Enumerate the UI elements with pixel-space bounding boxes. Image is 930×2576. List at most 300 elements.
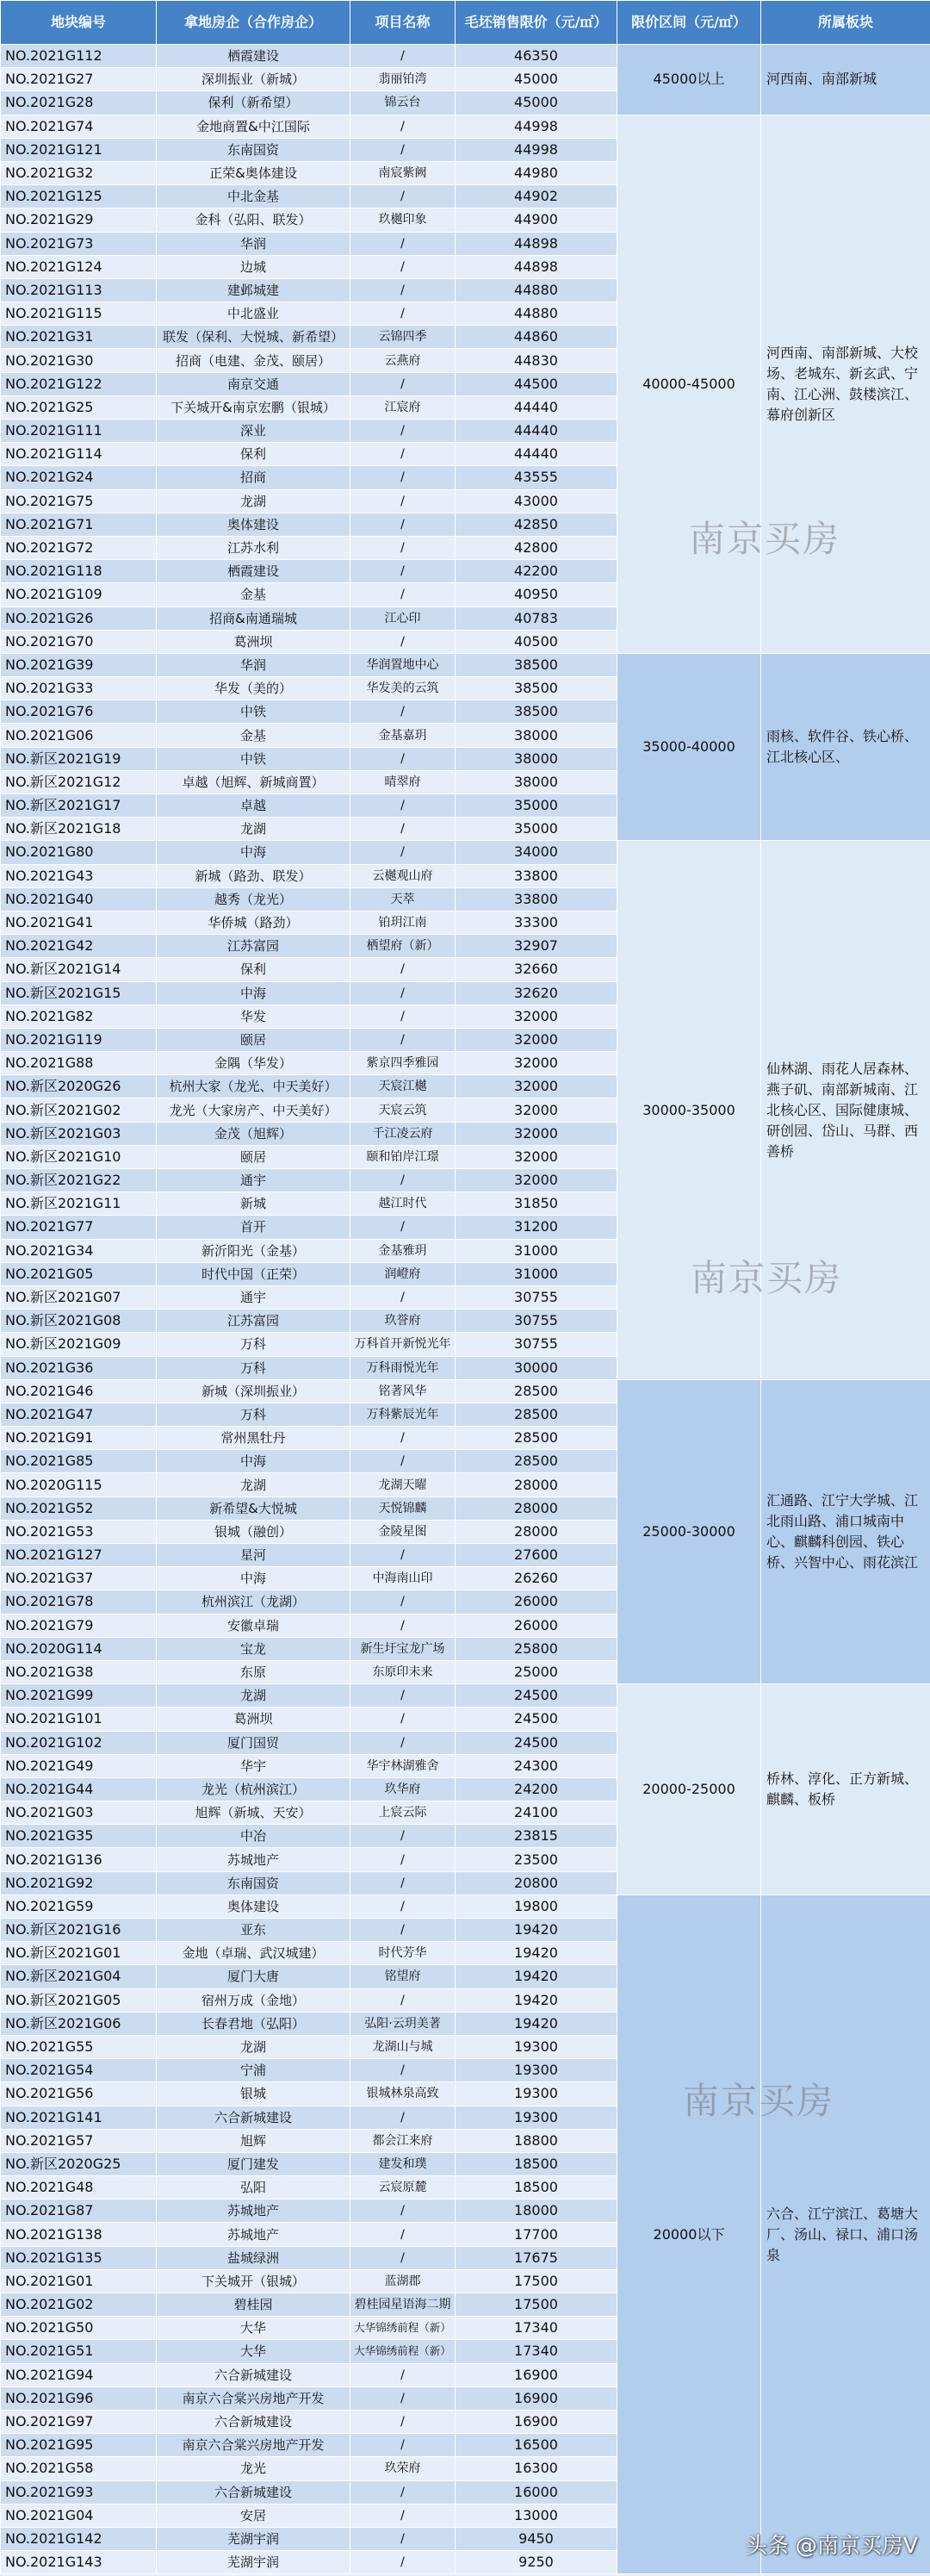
price-limit-cell: 44500: [456, 372, 617, 395]
parcel-id-cell: NO.2021G34: [1, 1239, 157, 1262]
price-limit-cell: 18500: [456, 2176, 617, 2200]
project-name-cell: 东原印未来: [350, 1660, 456, 1683]
project-name-cell: 天宸云筑: [350, 1098, 456, 1122]
developer-cell: 杭州滨江（龙湖）: [157, 1590, 350, 1614]
project-name-cell: /: [350, 1684, 456, 1708]
developer-cell: 金地商置&中江国际: [157, 115, 350, 138]
developer-cell: 金地（卓瑞、武汉城建）: [157, 1942, 350, 1965]
price-limit-cell: 16300: [456, 2457, 617, 2480]
developer-cell: 通宇: [157, 1285, 350, 1309]
price-limit-cell: 30000: [456, 1356, 617, 1379]
project-name-cell: 万科紫辰光年: [350, 1403, 456, 1426]
district-cell: 河西南、南部新城: [761, 45, 930, 115]
price-limit-cell: 32000: [456, 1169, 617, 1192]
project-name-cell: /: [350, 2363, 456, 2386]
project-name-cell: 蓝湖郡: [350, 2269, 456, 2293]
parcel-id-cell: NO.2021G141: [1, 2106, 157, 2129]
developer-cell: 中北金基: [157, 185, 350, 208]
project-name-cell: /: [350, 420, 456, 443]
price-limit-cell: 17340: [456, 2340, 617, 2363]
developer-cell: 苏城地产: [157, 2200, 350, 2223]
price-limit-cell: 19420: [456, 1988, 617, 2012]
project-name-cell: /: [350, 1731, 456, 1754]
developer-cell: 奥体建设: [157, 1895, 350, 1918]
price-limit-cell: 31850: [456, 1192, 617, 1216]
parcel-id-cell: NO.2021G77: [1, 1216, 157, 1239]
price-limit-cell: 38500: [456, 653, 617, 676]
project-name-cell: /: [350, 443, 456, 466]
project-name-cell: 千江凌云府: [350, 1122, 456, 1145]
developer-cell: 六合新城建设: [157, 2410, 350, 2433]
project-name-cell: 金陵星图: [350, 1520, 456, 1543]
developer-cell: 葛洲坝: [157, 1708, 350, 1731]
project-name-cell: 弘阳·云玥美著: [350, 2012, 456, 2035]
price-limit-cell: 28000: [456, 1496, 617, 1520]
project-name-cell: 紫京四季雅园: [350, 1052, 456, 1075]
project-name-cell: /: [350, 185, 456, 208]
developer-cell: 中海: [157, 1450, 350, 1473]
price-limit-cell: 25800: [456, 1637, 617, 1660]
project-name-cell: 万科雨悦光年: [350, 1356, 456, 1379]
developer-cell: 安居: [157, 2504, 350, 2527]
table-body: [1, 45, 930, 2574]
parcel-id-cell: NO.2021G26: [1, 607, 157, 630]
developer-cell: 通宇: [157, 1169, 350, 1192]
price-limit-cell: 16900: [456, 2363, 617, 2386]
price-limit-cell: 32000: [456, 1028, 617, 1051]
developer-cell: 东原: [157, 1660, 350, 1683]
developer-cell: 江苏富园: [157, 935, 350, 958]
project-name-cell: 大华锦绣前程（新）: [350, 2317, 456, 2340]
price-limit-cell: 31000: [456, 1239, 617, 1262]
developer-cell: 保利: [157, 443, 350, 466]
price-limit-cell: 23500: [456, 1848, 617, 1871]
parcel-id-cell: NO.2021G121: [1, 138, 157, 161]
price-limit-cell: 17700: [456, 2223, 617, 2246]
price-limit-cell: 38000: [456, 724, 617, 747]
parcel-id-cell: NO.新区2021G11: [1, 1192, 157, 1216]
table-row: [1, 115, 930, 138]
developer-cell: 下关城开（银城）: [157, 2269, 350, 2293]
developer-cell: 中冶: [157, 1825, 350, 1848]
project-name-cell: /: [350, 958, 456, 981]
parcel-id-cell: NO.2021G70: [1, 630, 157, 653]
price-limit-cell: 19300: [456, 2059, 617, 2082]
price-limit-cell: 26000: [456, 1590, 617, 1614]
project-name-cell: /: [350, 2106, 456, 2129]
developer-cell: 龙光（杭州滨江）: [157, 1777, 350, 1801]
project-name-cell: /: [350, 45, 456, 68]
parcel-id-cell: NO.2021G33: [1, 677, 157, 700]
parcel-id-cell: NO.2021G72: [1, 536, 157, 559]
parcel-id-cell: NO.2021G39: [1, 653, 157, 676]
project-name-cell: 颐和铂岸江璟: [350, 1145, 456, 1168]
project-name-cell: 云锦四季: [350, 326, 456, 349]
project-name-cell: 栖望府（新）: [350, 935, 456, 958]
project-name-cell: /: [350, 1216, 456, 1239]
project-name-cell: /: [350, 466, 456, 489]
developer-cell: 中铁: [157, 747, 350, 770]
table-row: [1, 1684, 930, 1708]
price-limit-cell: 24200: [456, 1777, 617, 1801]
price-limit-cell: 33800: [456, 887, 617, 911]
price-limit-cell: 28500: [456, 1403, 617, 1426]
developer-cell: 厦门大唐: [157, 1965, 350, 1988]
developer-cell: 苏城地产: [157, 1848, 350, 1871]
header-parcel-id: 地块编号: [1, 1, 157, 45]
header-district: 所属板块: [761, 1, 930, 45]
developer-cell: 中北盛业: [157, 302, 350, 326]
price-limit-cell: 19300: [456, 2082, 617, 2106]
parcel-id-cell: NO.2021G55: [1, 2035, 157, 2058]
price-limit-cell: 44998: [456, 115, 617, 138]
project-name-cell: 玖荣府: [350, 2457, 456, 2480]
price-limit-cell: 26260: [456, 1567, 617, 1590]
price-limit-cell: 44860: [456, 326, 617, 349]
price-limit-cell: 27600: [456, 1544, 617, 1567]
parcel-id-cell: NO.2021G125: [1, 185, 157, 208]
developer-cell: 正荣&奥体建设: [157, 161, 350, 184]
price-range-cell: 45000以上: [617, 45, 761, 115]
parcel-id-cell: NO.2021G47: [1, 1403, 157, 1426]
parcel-id-cell: NO.2021G06: [1, 724, 157, 747]
developer-cell: 卓越（旭辉、新城商置）: [157, 770, 350, 793]
parcel-id-cell: NO.新区2021G16: [1, 1919, 157, 1942]
developer-cell: 龙湖: [157, 2035, 350, 2058]
developer-cell: 龙湖: [157, 489, 350, 513]
project-name-cell: /: [350, 2059, 456, 2082]
price-range-cell: 40000-45000: [617, 115, 761, 653]
developer-cell: 时代中国（正荣）: [157, 1262, 350, 1285]
developer-cell: 联发（保利、大悦城、新希望）: [157, 326, 350, 349]
developer-cell: 万科: [157, 1333, 350, 1356]
table-row: [1, 1895, 930, 1918]
price-limit-cell: 42850: [456, 513, 617, 536]
parcel-id-cell: NO.2021G57: [1, 2129, 157, 2152]
price-limit-cell: 25000: [456, 1660, 617, 1683]
developer-cell: 招商（电建、金茂、颐居）: [157, 349, 350, 372]
parcel-id-cell: NO.2021G92: [1, 1871, 157, 1895]
price-limit-cell: 44880: [456, 278, 617, 302]
price-limit-cell: 40783: [456, 607, 617, 630]
price-limit-cell: 32000: [456, 1145, 617, 1168]
price-limit-cell: 42800: [456, 536, 617, 559]
price-limit-cell: 34000: [456, 841, 617, 864]
parcel-id-cell: NO.2021G124: [1, 255, 157, 278]
price-limit-cell: 44980: [456, 161, 617, 184]
project-name-cell: 云樾观山府: [350, 864, 456, 887]
parcel-id-cell: NO.新区2021G01: [1, 1942, 157, 1965]
project-name-cell: /: [350, 1285, 456, 1309]
developer-cell: 万科: [157, 1356, 350, 1379]
price-limit-cell: 44830: [456, 349, 617, 372]
project-name-cell: /: [350, 583, 456, 607]
price-limit-cell: 24300: [456, 1754, 617, 1777]
project-name-cell: /: [350, 1825, 456, 1848]
parcel-id-cell: NO.2021G73: [1, 232, 157, 255]
parcel-id-cell: NO.2021G42: [1, 935, 157, 958]
parcel-id-cell: NO.2021G101: [1, 1708, 157, 1731]
price-limit-cell: 32000: [456, 1075, 617, 1098]
header-developer: 拿地房企（合作房企）: [157, 1, 350, 45]
project-name-cell: 碧桂园星语海二期: [350, 2293, 456, 2317]
price-limit-cell: 44440: [456, 395, 617, 419]
developer-cell: 颐居: [157, 1028, 350, 1051]
header-price-range: 限价区间（元/㎡）: [617, 1, 761, 45]
project-name-cell: 越江时代: [350, 1192, 456, 1216]
developer-cell: 卓越: [157, 794, 350, 818]
developer-cell: 弘阳: [157, 2176, 350, 2200]
project-name-cell: /: [350, 1028, 456, 1051]
price-limit-cell: 24500: [456, 1731, 617, 1754]
price-limit-cell: 20800: [456, 1871, 617, 1895]
price-limit-cell: 44880: [456, 302, 617, 326]
developer-cell: 苏城地产: [157, 2223, 350, 2246]
district-cell: 桥林、淳化、正方新城、麒麟、板桥: [761, 1684, 930, 1895]
developer-cell: 保利: [157, 958, 350, 981]
parcel-id-cell: NO.2021G95: [1, 2434, 157, 2457]
developer-cell: 栖霞建设: [157, 45, 350, 68]
price-limit-cell: 32000: [456, 1005, 617, 1028]
developer-cell: 招商&南通瑞城: [157, 607, 350, 630]
project-name-cell: 江宸府: [350, 395, 456, 419]
price-limit-cell: 17500: [456, 2293, 617, 2317]
project-name-cell: /: [350, 1871, 456, 1895]
project-name-cell: 中海南山印: [350, 1567, 456, 1590]
project-name-cell: /: [350, 2480, 456, 2504]
developer-cell: 建邺城建: [157, 278, 350, 302]
parcel-id-cell: NO.新区2021G12: [1, 770, 157, 793]
developer-cell: 保利（新希望）: [157, 91, 350, 115]
project-name-cell: /: [350, 560, 456, 583]
developer-cell: 华宇: [157, 1754, 350, 1777]
parcel-id-cell: NO.2021G05: [1, 1262, 157, 1285]
developer-cell: 万科: [157, 1403, 350, 1426]
parcel-id-cell: NO.2021G40: [1, 887, 157, 911]
project-name-cell: 玖誉府: [350, 1310, 456, 1333]
parcel-id-cell: NO.新区2021G17: [1, 794, 157, 818]
parcel-id-cell: NO.2021G58: [1, 2457, 157, 2480]
project-name-cell: /: [350, 1614, 456, 1637]
project-name-cell: 江心印: [350, 607, 456, 630]
parcel-id-cell: NO.2021G01: [1, 2269, 157, 2293]
developer-cell: 深圳振业（新城）: [157, 68, 350, 91]
parcel-id-cell: NO.新区2021G18: [1, 818, 157, 841]
parcel-id-cell: NO.2021G24: [1, 466, 157, 489]
parcel-id-cell: NO.2021G80: [1, 841, 157, 864]
price-limit-cell: 23815: [456, 1825, 617, 1848]
developer-cell: 宁浦: [157, 2059, 350, 2082]
price-limit-cell: 17500: [456, 2269, 617, 2293]
price-limit-cell: 32000: [456, 1052, 617, 1075]
parcel-id-cell: NO.2020G114: [1, 1637, 157, 1660]
parcel-id-cell: NO.2021G03: [1, 1801, 157, 1825]
parcel-id-cell: NO.2021G28: [1, 91, 157, 115]
price-limit-cell: 33300: [456, 911, 617, 934]
project-name-cell: /: [350, 1427, 456, 1450]
parcel-id-cell: NO.2021G74: [1, 115, 157, 138]
parcel-id-cell: NO.2021G35: [1, 1825, 157, 1848]
header-price-limit: 毛坯销售限价（元/㎡）: [456, 1, 617, 45]
project-name-cell: 锦云台: [350, 91, 456, 115]
developer-cell: 龙光（大家房产、中天美好）: [157, 1098, 350, 1122]
developer-cell: 常州黑牡丹: [157, 1427, 350, 1450]
developer-cell: 金隅（华发）: [157, 1052, 350, 1075]
price-limit-cell: 33800: [456, 864, 617, 887]
price-limit-cell: 32660: [456, 958, 617, 981]
price-limit-cell: 16900: [456, 2410, 617, 2433]
price-limit-cell: 43555: [456, 466, 617, 489]
parcel-id-cell: NO.2021G29: [1, 208, 157, 232]
project-name-cell: /: [350, 138, 456, 161]
price-limit-cell: 18500: [456, 2152, 617, 2175]
header-row: [1, 1, 930, 45]
price-limit-cell: 19420: [456, 2012, 617, 2035]
parcel-id-cell: NO.2021G76: [1, 700, 157, 724]
price-limit-cell: 16500: [456, 2434, 617, 2457]
price-limit-cell: 16000: [456, 2480, 617, 2504]
project-name-cell: 天萃: [350, 887, 456, 911]
project-name-cell: 新生圩宝龙广场: [350, 1637, 456, 1660]
price-limit-cell: 45000: [456, 91, 617, 115]
price-limit-cell: 18000: [456, 2200, 617, 2223]
parcel-id-cell: NO.新区2021G06: [1, 2012, 157, 2035]
price-limit-cell: 19420: [456, 1942, 617, 1965]
project-name-cell: 金基嘉玥: [350, 724, 456, 747]
price-limit-cell: 19420: [456, 1919, 617, 1942]
developer-cell: 六合新城建设: [157, 2363, 350, 2386]
project-name-cell: 玖樾印象: [350, 208, 456, 232]
project-name-cell: /: [350, 372, 456, 395]
developer-cell: 旭辉: [157, 2129, 350, 2152]
project-name-cell: 云燕府: [350, 349, 456, 372]
developer-cell: 江苏水利: [157, 536, 350, 559]
project-name-cell: 铭望府: [350, 1965, 456, 1988]
project-name-cell: /: [350, 536, 456, 559]
price-limit-cell: 28500: [456, 1450, 617, 1473]
table-row: [1, 653, 930, 676]
developer-cell: 中海: [157, 841, 350, 864]
developer-cell: 华侨城（路劲）: [157, 911, 350, 934]
price-range-cell: 35000-40000: [617, 653, 761, 841]
developer-cell: 东南国资: [157, 1871, 350, 1895]
developer-cell: 华发（美的）: [157, 677, 350, 700]
parcel-id-cell: NO.2021G27: [1, 68, 157, 91]
developer-cell: 葛洲坝: [157, 630, 350, 653]
price-limit-cell: 31200: [456, 1216, 617, 1239]
project-name-cell: 龙湖山与城: [350, 2035, 456, 2058]
price-limit-cell: 44898: [456, 255, 617, 278]
developer-cell: 星河: [157, 1544, 350, 1567]
price-limit-cell: 28500: [456, 1427, 617, 1450]
developer-cell: 栖霞建设: [157, 560, 350, 583]
developer-cell: 厦门建发: [157, 2152, 350, 2175]
parcel-id-cell: NO.2021G99: [1, 1684, 157, 1708]
parcel-id-cell: NO.2021G37: [1, 1567, 157, 1590]
project-name-cell: /: [350, 794, 456, 818]
parcel-id-cell: NO.2021G138: [1, 2223, 157, 2246]
price-limit-cell: 9250: [456, 2551, 617, 2574]
parcel-id-cell: NO.2021G25: [1, 395, 157, 419]
price-limit-cell: 19420: [456, 1965, 617, 1988]
parcel-id-cell: NO.2021G49: [1, 1754, 157, 1777]
parcel-id-cell: NO.2021G93: [1, 2480, 157, 2504]
price-limit-cell: 38500: [456, 700, 617, 724]
price-limit-cell: 16900: [456, 2386, 617, 2410]
parcel-id-cell: NO.2021G109: [1, 583, 157, 607]
price-limit-cell: 45000: [456, 68, 617, 91]
project-name-cell: /: [350, 2223, 456, 2246]
developer-cell: 东南国资: [157, 138, 350, 161]
district-cell: 六合、江宁滨江、葛塘大厂、汤山、禄口、浦口汤泉: [761, 1895, 930, 2573]
price-limit-cell: 19300: [456, 2106, 617, 2129]
developer-cell: 亚东: [157, 1919, 350, 1942]
developer-cell: 首开: [157, 1216, 350, 1239]
parcel-id-cell: NO.2021G04: [1, 2504, 157, 2527]
price-limit-cell: 30755: [456, 1310, 617, 1333]
parcel-id-cell: NO.2021G59: [1, 1895, 157, 1918]
developer-cell: 奥体建设: [157, 513, 350, 536]
project-name-cell: 大华锦绣前程（新）: [350, 2340, 456, 2363]
project-name-cell: 华宇林湖雅舍: [350, 1754, 456, 1777]
table-row: [1, 1379, 930, 1403]
price-limit-cell: 35000: [456, 794, 617, 818]
parcel-id-cell: NO.2021G111: [1, 420, 157, 443]
developer-cell: 江苏富园: [157, 1310, 350, 1333]
parcel-id-cell: NO.2021G48: [1, 2176, 157, 2200]
project-name-cell: /: [350, 255, 456, 278]
developer-cell: 深业: [157, 420, 350, 443]
parcel-id-cell: NO.2021G31: [1, 326, 157, 349]
price-range-cell: 20000以下: [617, 1895, 761, 2573]
developer-cell: 宿州万成（金地）: [157, 1988, 350, 2012]
district-cell: 汇通路、江宁大学城、江北雨山路、浦口城南中心、麒麟科创园、铁心桥、兴智中心、雨花滨江: [761, 1379, 930, 1683]
project-name-cell: /: [350, 1708, 456, 1731]
project-name-cell: /: [350, 115, 456, 138]
project-name-cell: 晴翠府: [350, 770, 456, 793]
developer-cell: 中海: [157, 1567, 350, 1590]
parcel-id-cell: NO.2021G102: [1, 1731, 157, 1754]
parcel-id-cell: NO.2021G135: [1, 2246, 157, 2269]
price-range-cell: 20000-25000: [617, 1684, 761, 1895]
developer-cell: 旭辉（新城、天安）: [157, 1801, 350, 1825]
price-limit-cell: 19800: [456, 1895, 617, 1918]
parcel-id-cell: NO.2021G36: [1, 1356, 157, 1379]
project-name-cell: 银城林泉高致: [350, 2082, 456, 2106]
developer-cell: 安徽卓瑞: [157, 1614, 350, 1637]
developer-cell: 龙光: [157, 2457, 350, 2480]
parcel-id-cell: NO.2021G79: [1, 1614, 157, 1637]
parcel-id-cell: NO.2021G122: [1, 372, 157, 395]
watermark-text: 南京买房: [689, 518, 841, 560]
price-range-cell: 25000-30000: [617, 1379, 761, 1683]
price-limit-cell: 44440: [456, 443, 617, 466]
project-name-cell: /: [350, 818, 456, 841]
parcel-id-cell: NO.2021G88: [1, 1052, 157, 1075]
price-limit-cell: 28500: [456, 1379, 617, 1403]
developer-cell: 华发: [157, 1005, 350, 1028]
project-name-cell: /: [350, 1895, 456, 1918]
developer-cell: 厦门国贸: [157, 1731, 350, 1754]
project-name-cell: /: [350, 1919, 456, 1942]
developer-cell: 中海: [157, 981, 350, 1005]
price-limit-cell: 19300: [456, 2035, 617, 2058]
developer-cell: 南京交通: [157, 372, 350, 395]
parcel-id-cell: NO.2021G94: [1, 2363, 157, 2386]
developer-cell: 宝龙: [157, 1637, 350, 1660]
developer-cell: 长春君地（弘阳）: [157, 2012, 350, 2035]
price-limit-cell: 30755: [456, 1285, 617, 1309]
